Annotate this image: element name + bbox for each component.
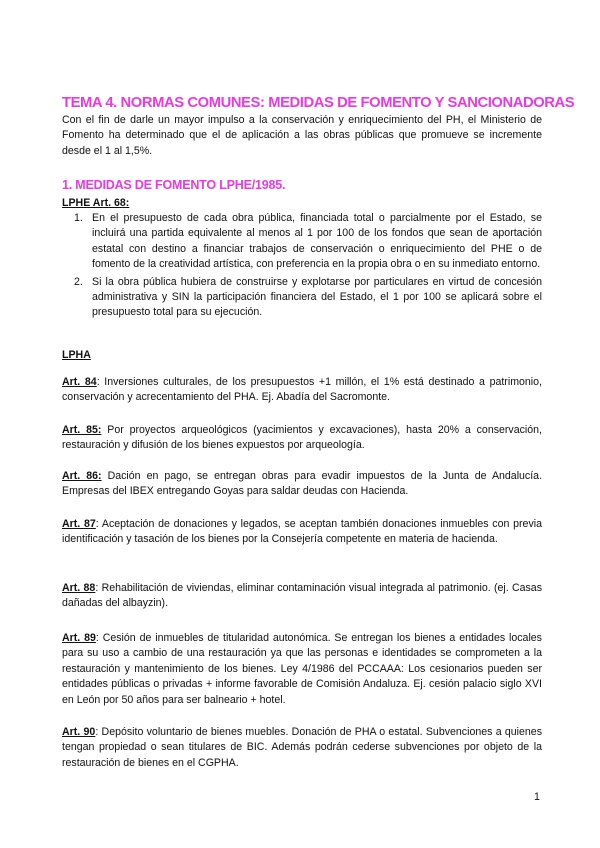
article-text: : Rehabilitación de viviendas, eliminar contaminación visual integrada al patrimonio. (ej. Casas dañadas del albayzin).	[62, 582, 542, 610]
article-text: : Aceptación de donaciones y legados, se aceptan también donaciones inmuebles con previa identificación y tasación de los bienes por la Consejería competente en materia de hacienda.	[62, 518, 542, 546]
article-text: Por proyectos arqueológicos (yacimientos y excavaciones), hasta 20% a conservación, restauración y difusión de los bienes expuestos por arqueología.	[62, 424, 542, 452]
article-paragraph	[62, 469, 542, 500]
article-ref: Art. 85:	[62, 424, 102, 436]
lphe-article-list	[62, 211, 542, 323]
intro-paragraph: Con el fin de darle un mayor impulso a la conservación y enriquecimiento del PH, el Ministerio de Fomento ha determinado que el de aplicación a las obras públicas que promueve se incremente desde el 1 al 1,5%.	[62, 114, 542, 157]
list-item-text: Si la obra pública hubiera de construirse y explotarse por particulares en virtud de concesión administrativa y SIN la participación financiera del Estado, el 1 por 100 se aplicará sobre el presupuesto total para su ejecución.	[92, 275, 542, 319]
page-number: 1	[534, 791, 540, 803]
article-paragraph	[62, 725, 542, 771]
list-item	[62, 275, 542, 321]
article-paragraph	[62, 423, 542, 454]
article-ref: Art. 88	[62, 582, 96, 594]
article-paragraph	[62, 375, 542, 406]
article-ref: Art. 90	[62, 726, 96, 738]
article-ref: Art. 89	[62, 632, 96, 644]
list-number: 2.	[74, 275, 83, 288]
list-number: 1.	[74, 212, 83, 224]
article-text: : Inversiones culturales, de los presupuestos +1 millón, el 1% está destinado a patrimonio, conservación y acrecentamiento del PHA. Ej. Abadía del Sacromonte.	[62, 376, 542, 404]
article-ref: Art. 84	[62, 376, 97, 388]
page-title: TEMA 4. NORMAS COMUNES: MEDIDAS DE FOMENTO Y SANCIONADORAS	[62, 94, 575, 111]
list-item	[62, 211, 542, 273]
article-text: : Depósito voluntario de bienes muebles. Donación de PHA o estatal. Subvenciones a quienes tengan propiedad o sean titulares de BIC. Además podrán cederse subvenciones por objeto de la restauración de bienes en el CGPHA.	[62, 726, 542, 769]
article-paragraph	[62, 631, 542, 708]
article-ref: Art. 86:	[62, 470, 102, 482]
lpha-label: LPHA	[62, 349, 91, 361]
article-ref: Art. 87	[62, 518, 96, 530]
section-heading: 1. MEDIDAS DE FOMENTO LPHE/1985.	[62, 178, 286, 192]
article-text: : Cesión de inmuebles de titularidad autonómica. Se entregan los bienes a entidades locales para su uso a cambio de una restauración ya que las personas e identidades se comprometen a la restauración y mantenimiento de los bienes. Ley 4/1986 del PCCAAA: Los cesionarios pueden ser entidades públicas o privadas + informe favorable de Comisión Andaluza. Ej. cesión palacio siglo XVI en León por 50 años para ser balneario + hotel.	[62, 632, 542, 706]
article-paragraph	[62, 581, 542, 612]
list-item-text: En el presupuesto de cada obra pública, financiada total o parcialmente por el Estado, se incluirá una partida equivalente al menos al 1 por 100 de los fondos que sean de aportación estatal con destino a financiar trabajos de conservación o enriquecimiento del PHE o de fomento de la creatividad artística, con preferencia en la propia obra o en su inmediato entorno.	[92, 212, 542, 271]
lphe-label: LPHE Art. 68:	[62, 197, 130, 209]
article-text: Dación en pago, se entregan obras para evadir impuestos de la Junta de Andalucía. Empresas del IBEX entregando Goyas para saldar deudas con Hacienda.	[62, 470, 543, 498]
article-paragraph	[62, 517, 542, 548]
